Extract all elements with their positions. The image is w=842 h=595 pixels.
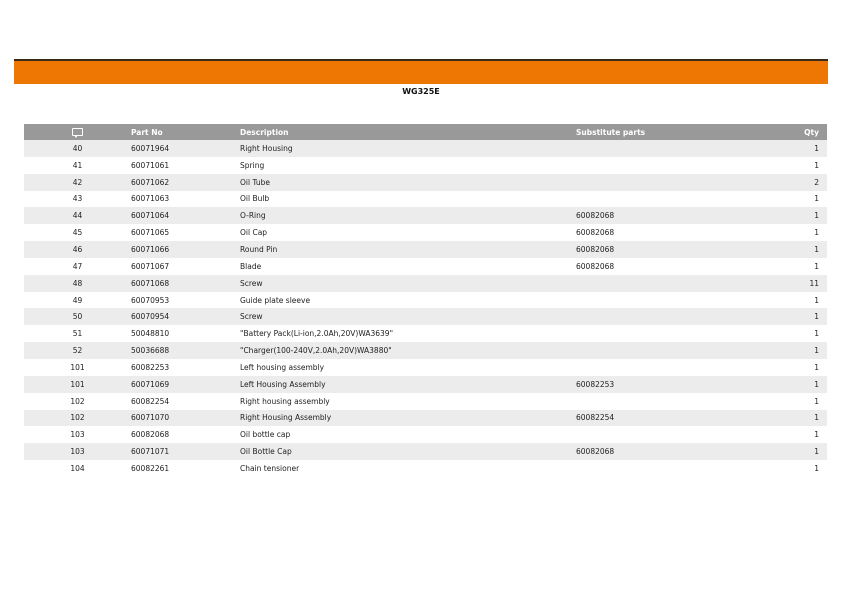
cell-position: 46	[24, 241, 131, 258]
cell-part-no: 60071964	[131, 140, 240, 157]
cell-position: 45	[72, 228, 83, 238]
cell-description: Screw	[240, 308, 576, 325]
cell-substitute	[576, 308, 776, 325]
cell-description: Oil bottle cap	[240, 430, 291, 440]
cell-part-no: 60071065	[131, 228, 170, 238]
cell-substitute	[576, 325, 776, 342]
cell-part-no: 60071061	[131, 160, 170, 170]
table-row	[24, 140, 827, 157]
cell-description: Right Housing Assembly	[240, 410, 576, 427]
cell-qty: 1	[814, 396, 819, 406]
cell-substitute: 60082068	[576, 443, 776, 460]
cell-part-no: 60071071	[131, 443, 240, 460]
cell-part-no: 60071067	[131, 261, 170, 271]
table-row	[24, 460, 827, 477]
cell-position: 104	[70, 463, 85, 473]
cell-part-no: 50036688	[131, 342, 240, 359]
orange-banner	[14, 61, 828, 84]
table-row	[24, 207, 827, 224]
cell-substitute: 60082253	[576, 376, 776, 393]
cell-position: 101	[24, 376, 131, 393]
cell-part-no: 60082068	[131, 430, 170, 440]
table-row	[24, 342, 827, 359]
cell-position: 47	[72, 261, 83, 271]
table-row	[24, 258, 827, 275]
cell-qty: 1	[776, 376, 827, 393]
cell-substitute	[576, 140, 776, 157]
cell-substitute	[576, 393, 776, 410]
cell-description: "Charger(100-240V,2.0Ah,20V)WA3880"	[240, 342, 576, 359]
cell-part-no: 60071063	[131, 194, 170, 204]
cell-position: 44	[24, 207, 131, 224]
cell-qty: 2	[776, 174, 827, 191]
cell-qty: 1	[814, 362, 819, 372]
comment-icon	[72, 128, 83, 136]
page-title: WG325E	[402, 87, 440, 96]
cell-substitute	[576, 359, 776, 376]
cell-description: "Battery Pack(Li-ion,2.0Ah,20V)WA3639"	[240, 329, 394, 339]
cell-position: 42	[24, 174, 131, 191]
cell-description: Screw	[240, 275, 576, 292]
cell-position: 103	[70, 430, 85, 440]
cell-part-no: 50048810	[131, 329, 170, 339]
header-qty: Qty	[776, 124, 827, 140]
cell-description: Left housing assembly	[240, 362, 325, 372]
cell-description: Oil Tube	[240, 174, 576, 191]
cell-position: 52	[24, 342, 131, 359]
cell-position: 50	[24, 308, 131, 325]
cell-qty: 1	[814, 261, 819, 271]
header-position	[24, 124, 131, 140]
cell-part-no: 60082253	[131, 362, 170, 372]
cell-position: 43	[72, 194, 83, 204]
cell-description: Blade	[240, 261, 262, 271]
table-row	[24, 224, 827, 241]
cell-qty: 1	[776, 410, 827, 427]
table-row	[24, 275, 827, 292]
cell-qty: 1	[776, 140, 827, 157]
cell-description: Round Pin	[240, 241, 576, 258]
cell-substitute: 60082068	[576, 241, 776, 258]
cell-qty: 1	[814, 295, 819, 305]
cell-part-no: 60071062	[131, 174, 240, 191]
cell-description: Right housing assembly	[240, 396, 330, 406]
cell-position: 103	[24, 443, 131, 460]
cell-substitute	[576, 292, 776, 309]
table-row	[24, 191, 827, 208]
cell-part-no: 60071066	[131, 241, 240, 258]
cell-substitute: 60082254	[576, 410, 776, 427]
cell-qty: 1	[776, 342, 827, 359]
cell-qty: 1	[814, 228, 819, 238]
cell-substitute: 60082068	[576, 228, 615, 238]
cell-description: Guide plate sleeve	[240, 295, 311, 305]
table-body	[24, 140, 827, 477]
table-row	[24, 376, 827, 393]
header-description: Description	[240, 124, 576, 140]
cell-substitute	[576, 191, 776, 208]
cell-qty: 1	[776, 241, 827, 258]
cell-substitute	[576, 174, 776, 191]
cell-position: 48	[24, 275, 131, 292]
cell-qty: 1	[814, 430, 819, 440]
cell-qty: 1	[776, 443, 827, 460]
cell-position: 51	[72, 329, 83, 339]
cell-position: 101	[70, 362, 85, 372]
cell-position: 40	[24, 140, 131, 157]
cell-description: Chain tensioner	[240, 463, 300, 473]
cell-description: Oil Bottle Cap	[240, 443, 576, 460]
header-part-no: Part No	[131, 124, 240, 140]
cell-description: Right Housing	[240, 140, 576, 157]
table-header-row	[24, 124, 827, 140]
cell-qty: 1	[776, 207, 827, 224]
cell-substitute	[576, 426, 776, 443]
table-row	[24, 241, 827, 258]
cell-part-no: 60070954	[131, 308, 240, 325]
cell-description: Spring	[240, 160, 265, 170]
cell-position: 41	[72, 160, 83, 170]
cell-position: 102	[70, 396, 85, 406]
table-row	[24, 174, 827, 191]
cell-description: O-Ring	[240, 207, 576, 224]
table-row	[24, 443, 827, 460]
cell-part-no: 60071070	[131, 410, 240, 427]
cell-substitute	[576, 460, 776, 477]
cell-description: Left Housing Assembly	[240, 376, 576, 393]
cell-substitute: 60082068	[576, 207, 776, 224]
cell-qty: 1	[814, 329, 819, 339]
table-row	[24, 410, 827, 427]
cell-qty: 1	[776, 308, 827, 325]
cell-substitute	[576, 342, 776, 359]
table-row	[24, 308, 827, 325]
cell-description: Oil Bulb	[240, 194, 270, 204]
table-row	[24, 393, 827, 410]
table-row	[24, 359, 827, 376]
cell-substitute	[576, 275, 776, 292]
cell-position: 49	[72, 295, 83, 305]
table-row	[24, 426, 827, 443]
cell-part-no: 60071064	[131, 207, 240, 224]
table-row	[24, 292, 827, 309]
header-substitute: Substitute parts	[576, 124, 776, 140]
table-row	[24, 157, 827, 174]
cell-qty: 1	[814, 160, 819, 170]
cell-part-no: 60071069	[131, 376, 240, 393]
cell-part-no: 60082261	[131, 463, 170, 473]
cell-substitute: 60082068	[576, 261, 615, 271]
cell-qty: 1	[814, 194, 819, 204]
cell-qty: 11	[776, 275, 827, 292]
cell-part-no: 60070953	[131, 295, 170, 305]
cell-substitute	[576, 157, 776, 174]
parts-table	[24, 124, 827, 477]
table-row	[24, 325, 827, 342]
cell-description: Oil Cap	[240, 228, 268, 238]
cell-part-no: 60071068	[131, 275, 240, 292]
cell-position: 102	[24, 410, 131, 427]
cell-qty: 1	[814, 463, 819, 473]
cell-part-no: 60082254	[131, 396, 170, 406]
